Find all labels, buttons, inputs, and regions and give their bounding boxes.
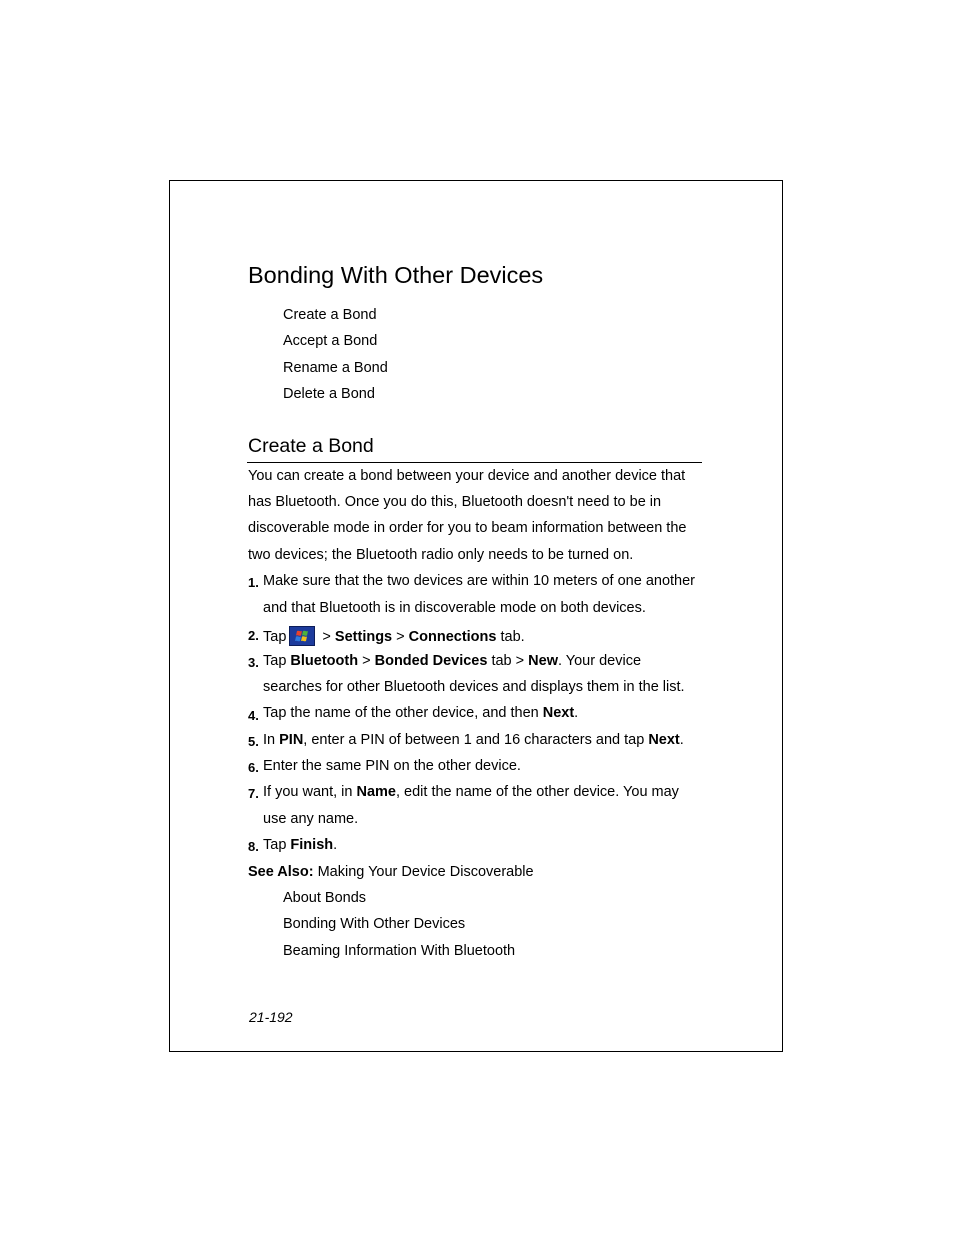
toc-link-create-bond[interactable]: Create a Bond: [283, 307, 377, 323]
connections-label: Connections: [408, 629, 497, 645]
next-label-2: Next: [648, 732, 680, 748]
page-title: Bonding With Other Devices: [248, 262, 544, 288]
step-5-period: .: [679, 732, 684, 748]
step-5-text: [263, 732, 684, 748]
step-1-number: 1.: [248, 575, 259, 590]
bluetooth-label: Bluetooth: [290, 653, 359, 669]
step-1-line-1: Make sure that the two devices are within 10 meters of one another: [263, 573, 696, 589]
see-also-link-bonding[interactable]: Bonding With Other Devices: [283, 916, 466, 932]
pin-label: PIN: [279, 732, 304, 748]
see-also-link-about-bonds[interactable]: About Bonds: [283, 890, 367, 906]
step-7-line-1: [263, 784, 679, 800]
step-7-tail: , edit the name of the other device. You may: [396, 784, 679, 800]
new-label: New: [528, 653, 558, 669]
next-label-1: Next: [542, 705, 575, 721]
page-number: 21-192: [249, 1009, 293, 1025]
see-also-label: See Also:: [248, 864, 314, 880]
section-heading: Create a Bond: [248, 435, 374, 457]
toc-link-delete-bond[interactable]: Delete a Bond: [283, 386, 375, 402]
toc-link-rename-bond[interactable]: Rename a Bond: [283, 360, 388, 376]
step-5-in: In: [263, 732, 276, 748]
step-4-period: .: [574, 705, 579, 721]
intro-line-3: discoverable mode in order for you to beam information between the: [248, 520, 687, 536]
step-2-gt-2: >: [396, 629, 405, 645]
step-2-text: [263, 626, 525, 646]
step-8-tap: Tap: [263, 837, 287, 853]
intro-line-1: You can create a bond between your device and another device that: [248, 468, 686, 484]
step-3-tail: . Your device: [557, 653, 642, 669]
step-3-number: 3.: [248, 655, 259, 670]
step-3-tap: Tap: [263, 653, 287, 669]
step-2-gt-1: >: [322, 629, 331, 645]
step-2-number: 2.: [248, 628, 259, 643]
step-3-line-2: searches for other Bluetooth devices and displays them in the list.: [263, 679, 685, 695]
windows-start-icon: [289, 626, 315, 646]
step-7-number: 7.: [248, 786, 259, 801]
page-frame: [169, 180, 783, 1052]
step-8-number: 8.: [248, 839, 259, 854]
see-also-line: [248, 864, 534, 880]
section-rule: [247, 462, 702, 463]
see-also-link-beaming[interactable]: Beaming Information With Bluetooth: [283, 943, 516, 959]
step-6-text: Enter the same PIN on the other device.: [263, 758, 521, 774]
step-4-text: [263, 705, 578, 721]
step-1-line-2: and that Bluetooth is in discoverable mode on both devices.: [263, 600, 646, 616]
finish-label: Finish: [290, 837, 334, 853]
step-7-line-2: use any name.: [263, 811, 359, 827]
step-2-tap: Tap: [263, 629, 287, 645]
step-5-number: 5.: [248, 734, 259, 749]
step-4-lead: Tap the name of the other device, and then: [263, 705, 539, 721]
see-also-link-discoverable[interactable]: Making Your Device Discoverable: [317, 864, 534, 880]
step-4-number: 4.: [248, 708, 259, 723]
step-6-number: 6.: [248, 760, 259, 775]
intro-line-4: two devices; the Bluetooth radio only needs to be turned on.: [248, 547, 634, 563]
step-3-gt: >: [362, 653, 371, 669]
toc-link-accept-bond[interactable]: Accept a Bond: [283, 333, 378, 349]
step-3-line-1: [263, 653, 641, 669]
step-5-mid: , enter a PIN of between 1 and 16 characters and tap: [303, 732, 645, 748]
bonded-devices-label: Bonded Devices: [374, 653, 488, 669]
settings-label: Settings: [334, 629, 393, 645]
step-7-lead: If you want, in: [263, 784, 353, 800]
step-3-tab: tab >: [491, 653, 525, 669]
step-2-tab: tab.: [500, 629, 525, 645]
intro-line-2: has Bluetooth. Once you do this, Bluetooth doesn't need to be in: [248, 494, 662, 510]
step-8-text: [263, 837, 337, 853]
name-label: Name: [356, 784, 396, 800]
step-8-period: .: [333, 837, 338, 853]
